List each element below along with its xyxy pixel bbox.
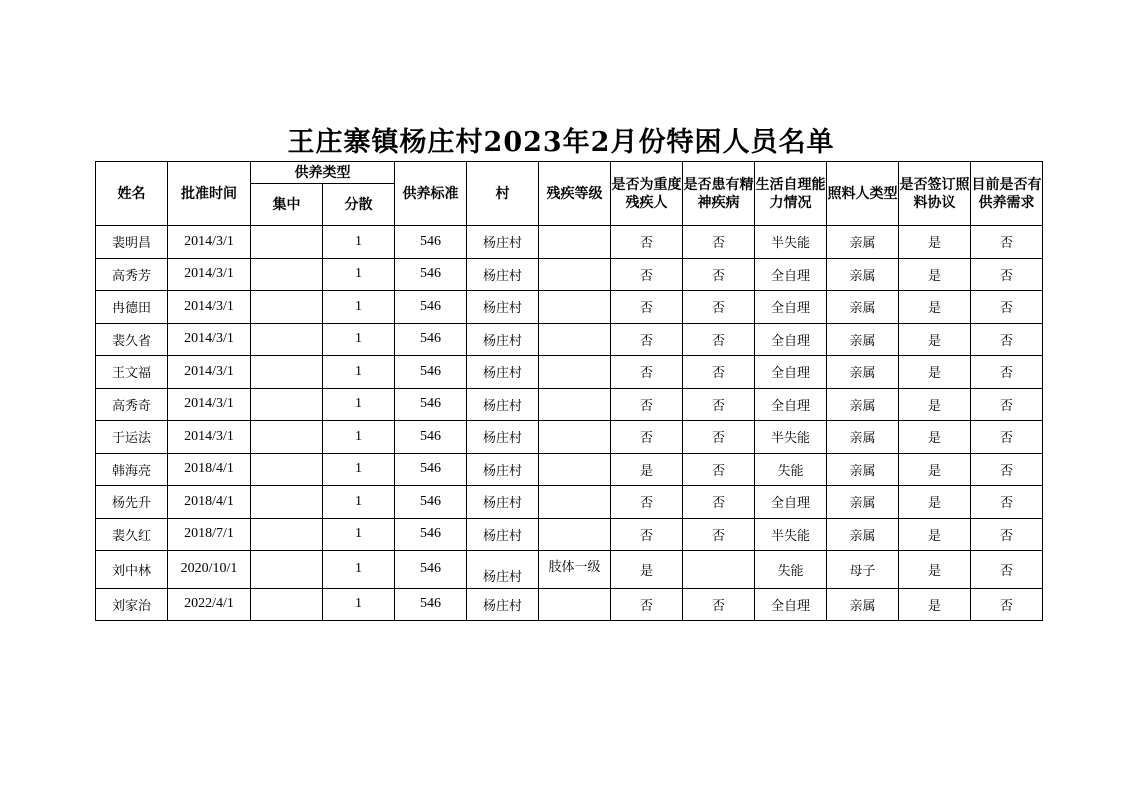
- cell-disability-level: [539, 226, 611, 259]
- cell-approval-date: 2018/7/1: [168, 518, 251, 551]
- cell-support-need: 否: [971, 486, 1043, 519]
- cell-support-need: 否: [971, 356, 1043, 389]
- cell-centralized: [251, 453, 323, 486]
- cell-disability-level: [539, 486, 611, 519]
- cell-approval-date: 2022/4/1: [168, 588, 251, 621]
- table-row: [96, 486, 1043, 519]
- table-row: [96, 588, 1043, 621]
- cell-mental-illness: 否: [683, 258, 755, 291]
- cell-centralized: [251, 356, 323, 389]
- cell-approval-date: 2014/3/1: [168, 226, 251, 259]
- cell-approval-date: 2014/3/1: [168, 258, 251, 291]
- cell-name: 裴久红: [96, 518, 168, 551]
- header-centralized: 集中: [251, 184, 323, 226]
- cell-standard: 546: [395, 588, 467, 621]
- cell-support-need: 否: [971, 588, 1043, 621]
- cell-disability-level: [539, 453, 611, 486]
- cell-caregiver-type: 亲属: [827, 226, 899, 259]
- cell-self-care: 半失能: [755, 518, 827, 551]
- cell-mental-illness: 否: [683, 588, 755, 621]
- table-row: [96, 453, 1043, 486]
- cell-care-agreement: 是: [899, 356, 971, 389]
- cell-care-agreement: 是: [899, 291, 971, 324]
- cell-self-care: 失能: [755, 551, 827, 589]
- cell-support-need: 否: [971, 291, 1043, 324]
- cell-severe-disabled: 否: [611, 226, 683, 259]
- cell-standard: 546: [395, 291, 467, 324]
- cell-mental-illness: 否: [683, 291, 755, 324]
- cell-village: 杨庄村: [467, 421, 539, 454]
- cell-approval-date: 2014/3/1: [168, 421, 251, 454]
- header-self-care: 生活自理能力情况: [755, 162, 827, 226]
- table-row: [96, 421, 1043, 454]
- cell-support-need: 否: [971, 258, 1043, 291]
- cell-approval-date: 2014/3/1: [168, 388, 251, 421]
- cell-standard: 546: [395, 518, 467, 551]
- cell-self-care: 全自理: [755, 356, 827, 389]
- cell-dispersed: 1: [323, 551, 395, 589]
- table-row: [96, 356, 1043, 389]
- cell-village: 杨庄村: [467, 323, 539, 356]
- cell-support-need: 否: [971, 421, 1043, 454]
- cell-care-agreement: 是: [899, 323, 971, 356]
- header-mental-illness: 是否患有精神疾病: [683, 162, 755, 226]
- cell-approval-date: 2018/4/1: [168, 453, 251, 486]
- cell-centralized: [251, 291, 323, 324]
- cell-standard: 546: [395, 226, 467, 259]
- cell-severe-disabled: 是: [611, 453, 683, 486]
- cell-standard: 546: [395, 388, 467, 421]
- table-row: [96, 388, 1043, 421]
- cell-support-need: 否: [971, 323, 1043, 356]
- cell-approval-date: 2018/4/1: [168, 486, 251, 519]
- cell-name: 高秀奇: [96, 388, 168, 421]
- cell-self-care: 失能: [755, 453, 827, 486]
- table-row: [96, 291, 1043, 324]
- cell-support-need: 否: [971, 518, 1043, 551]
- cell-mental-illness: 否: [683, 486, 755, 519]
- cell-dispersed: 1: [323, 421, 395, 454]
- cell-support-need: 否: [971, 453, 1043, 486]
- cell-centralized: [251, 258, 323, 291]
- cell-dispersed: 1: [323, 453, 395, 486]
- cell-mental-illness: 否: [683, 453, 755, 486]
- cell-severe-disabled: 否: [611, 421, 683, 454]
- cell-disability-level: 肢体一级: [539, 551, 611, 589]
- cell-dispersed: 1: [323, 258, 395, 291]
- cell-dispersed: 1: [323, 388, 395, 421]
- cell-mental-illness: 否: [683, 226, 755, 259]
- cell-centralized: [251, 551, 323, 589]
- cell-mental-illness: 否: [683, 421, 755, 454]
- cell-care-agreement: 是: [899, 486, 971, 519]
- header-disability-level: 残疾等级: [539, 162, 611, 226]
- cell-caregiver-type: 亲属: [827, 421, 899, 454]
- cell-approval-date: 2020/10/1: [168, 551, 251, 589]
- header-name: 姓名: [96, 162, 168, 226]
- cell-name: 韩海亮: [96, 453, 168, 486]
- cell-self-care: 全自理: [755, 323, 827, 356]
- cell-dispersed: 1: [323, 518, 395, 551]
- table-row: [96, 323, 1043, 356]
- cell-approval-date: 2014/3/1: [168, 323, 251, 356]
- cell-centralized: [251, 226, 323, 259]
- table-row: [96, 258, 1043, 291]
- cell-standard: 546: [395, 356, 467, 389]
- table-row: [96, 551, 1043, 589]
- cell-standard: 546: [395, 421, 467, 454]
- cell-standard: 546: [395, 486, 467, 519]
- cell-self-care: 全自理: [755, 588, 827, 621]
- cell-mental-illness: [683, 551, 755, 589]
- cell-care-agreement: 是: [899, 551, 971, 589]
- cell-self-care: 全自理: [755, 486, 827, 519]
- cell-care-agreement: 是: [899, 518, 971, 551]
- cell-mental-illness: 否: [683, 518, 755, 551]
- cell-caregiver-type: 亲属: [827, 518, 899, 551]
- header-support-type: 供养类型: [251, 162, 395, 184]
- cell-caregiver-type: 母子: [827, 551, 899, 589]
- cell-care-agreement: 是: [899, 588, 971, 621]
- cell-severe-disabled: 否: [611, 518, 683, 551]
- page-title: 王庄寨镇杨庄村2023年2月份特困人员名单: [287, 127, 835, 158]
- cell-village: 杨庄村: [467, 291, 539, 324]
- cell-caregiver-type: 亲属: [827, 356, 899, 389]
- cell-severe-disabled: 否: [611, 486, 683, 519]
- cell-name: 王文福: [96, 356, 168, 389]
- cell-dispersed: 1: [323, 323, 395, 356]
- cell-name: 裴明昌: [96, 226, 168, 259]
- roster-table: [95, 161, 1043, 621]
- cell-care-agreement: 是: [899, 226, 971, 259]
- cell-severe-disabled: 否: [611, 323, 683, 356]
- cell-caregiver-type: 亲属: [827, 453, 899, 486]
- cell-approval-date: 2014/3/1: [168, 291, 251, 324]
- cell-village: 杨庄村: [467, 518, 539, 551]
- cell-name: 裴久省: [96, 323, 168, 356]
- cell-disability-level: [539, 323, 611, 356]
- cell-dispersed: 1: [323, 588, 395, 621]
- table-row: [96, 518, 1043, 551]
- cell-name: 刘家治: [96, 588, 168, 621]
- cell-care-agreement: 是: [899, 388, 971, 421]
- header-standard: 供养标准: [395, 162, 467, 226]
- cell-village: 杨庄村: [467, 356, 539, 389]
- cell-village: 杨庄村: [467, 551, 539, 589]
- cell-severe-disabled: 否: [611, 291, 683, 324]
- cell-village: 杨庄村: [467, 226, 539, 259]
- cell-mental-illness: 否: [683, 356, 755, 389]
- cell-centralized: [251, 588, 323, 621]
- cell-centralized: [251, 388, 323, 421]
- header-dispersed: 分散: [323, 184, 395, 226]
- cell-severe-disabled: 否: [611, 388, 683, 421]
- cell-support-need: 否: [971, 226, 1043, 259]
- cell-caregiver-type: 亲属: [827, 291, 899, 324]
- cell-caregiver-type: 亲属: [827, 323, 899, 356]
- header-severe-disabled: 是否为重度残疾人: [611, 162, 683, 226]
- cell-self-care: 半失能: [755, 421, 827, 454]
- cell-standard: 546: [395, 323, 467, 356]
- cell-mental-illness: 否: [683, 323, 755, 356]
- cell-care-agreement: 是: [899, 453, 971, 486]
- cell-caregiver-type: 亲属: [827, 486, 899, 519]
- cell-self-care: 全自理: [755, 291, 827, 324]
- cell-self-care: 半失能: [755, 226, 827, 259]
- cell-centralized: [251, 421, 323, 454]
- cell-standard: 546: [395, 258, 467, 291]
- cell-severe-disabled: 否: [611, 588, 683, 621]
- cell-centralized: [251, 486, 323, 519]
- cell-dispersed: 1: [323, 226, 395, 259]
- cell-village: 杨庄村: [467, 258, 539, 291]
- cell-severe-disabled: 是: [611, 551, 683, 589]
- cell-centralized: [251, 323, 323, 356]
- cell-support-need: 否: [971, 551, 1043, 589]
- cell-village: 杨庄村: [467, 486, 539, 519]
- cell-disability-level: [539, 258, 611, 291]
- cell-centralized: [251, 518, 323, 551]
- cell-caregiver-type: 亲属: [827, 258, 899, 291]
- cell-village: 杨庄村: [467, 388, 539, 421]
- cell-village: 杨庄村: [467, 453, 539, 486]
- cell-disability-level: [539, 388, 611, 421]
- cell-standard: 546: [395, 551, 467, 589]
- cell-disability-level: [539, 518, 611, 551]
- header-approval-date: 批准时间: [168, 162, 251, 226]
- header-care-agreement: 是否签订照料协议: [899, 162, 971, 226]
- cell-disability-level: [539, 421, 611, 454]
- cell-self-care: 全自理: [755, 388, 827, 421]
- cell-support-need: 否: [971, 388, 1043, 421]
- table-row: [96, 226, 1043, 259]
- cell-name: 高秀芳: [96, 258, 168, 291]
- cell-village: 杨庄村: [467, 588, 539, 621]
- cell-dispersed: 1: [323, 291, 395, 324]
- cell-caregiver-type: 亲属: [827, 388, 899, 421]
- cell-name: 杨先升: [96, 486, 168, 519]
- cell-name: 于运法: [96, 421, 168, 454]
- cell-care-agreement: 是: [899, 258, 971, 291]
- cell-care-agreement: 是: [899, 421, 971, 454]
- cell-severe-disabled: 否: [611, 356, 683, 389]
- header-support-need: 目前是否有供养需求: [971, 162, 1043, 226]
- cell-self-care: 全自理: [755, 258, 827, 291]
- header-caregiver-type: 照料人类型: [827, 162, 899, 226]
- cell-standard: 546: [395, 453, 467, 486]
- cell-dispersed: 1: [323, 486, 395, 519]
- cell-severe-disabled: 否: [611, 258, 683, 291]
- cell-disability-level: [539, 356, 611, 389]
- cell-name: 冉德田: [96, 291, 168, 324]
- header-village: 村: [467, 162, 539, 226]
- cell-mental-illness: 否: [683, 388, 755, 421]
- cell-name: 刘中林: [96, 551, 168, 589]
- cell-disability-level: [539, 588, 611, 621]
- cell-caregiver-type: 亲属: [827, 588, 899, 621]
- cell-dispersed: 1: [323, 356, 395, 389]
- cell-approval-date: 2014/3/1: [168, 356, 251, 389]
- cell-disability-level: [539, 291, 611, 324]
